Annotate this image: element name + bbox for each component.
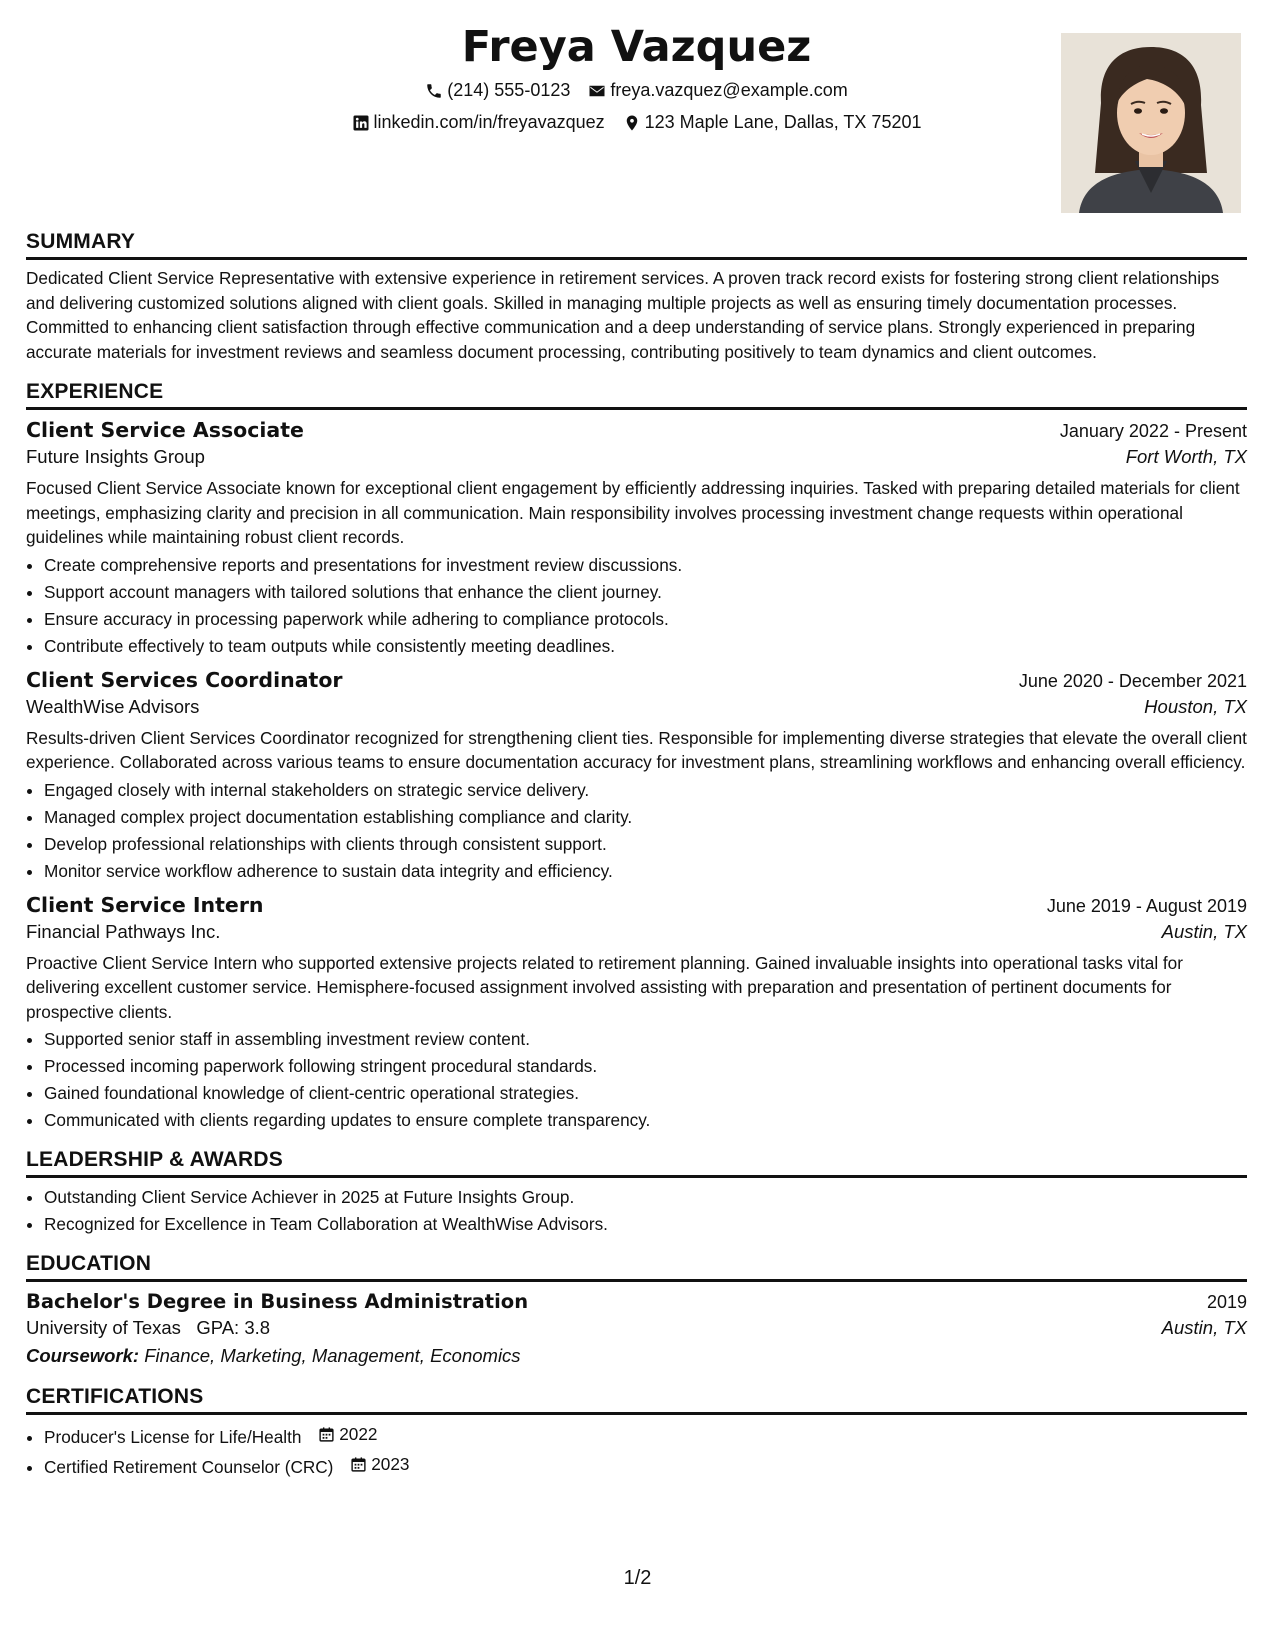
leadership-heading: LEADERSHIP & AWARDS bbox=[26, 1148, 1247, 1178]
envelope-icon bbox=[588, 82, 606, 100]
list-item: • Managed complex project documentation establishing compliance and clarity. bbox=[44, 804, 1247, 831]
job-description: Focused Client Service Associate known for exceptional client engagement by efficiently addressing inquiries. Tasked with preparing detailed materials for client meetings, emphasizing clarity and precision in all communication. Main responsibility involves processing investment change requests within operational guidelines while maintaining robust client records. bbox=[26, 478, 1240, 547]
list-item: • Engaged closely with internal stakeholders on strategic service delivery. bbox=[44, 777, 1247, 804]
job-bullets bbox=[26, 1026, 1247, 1134]
candidate-name: Freya Vazquez bbox=[461, 22, 812, 72]
job-entry bbox=[26, 893, 1247, 1135]
resume-header bbox=[26, 0, 1247, 230]
certification-date bbox=[350, 1451, 409, 1478]
job-company: WealthWise Advisors bbox=[26, 695, 200, 717]
linkedin-text: linkedin.com/in/freyavazquez bbox=[373, 112, 605, 132]
school-name: University of Texas bbox=[26, 1317, 181, 1338]
list-item: • Recognized for Excellence in Team Collaboration at WealthWise Advisors. bbox=[44, 1211, 1247, 1238]
education-heading: EDUCATION bbox=[26, 1252, 1247, 1282]
list-item bbox=[44, 1451, 1247, 1481]
job-dates: January 2022 - Present bbox=[1059, 421, 1247, 441]
award-list bbox=[26, 1184, 1247, 1238]
job-location: Fort Worth, TX bbox=[1125, 446, 1247, 467]
email-contact[interactable] bbox=[588, 80, 847, 101]
experience-heading: EXPERIENCE bbox=[26, 380, 1247, 410]
list-item: • Monitor service workflow adherence to sustain data integrity and efficiency. bbox=[44, 858, 1247, 885]
gpa: GPA: 3.8 bbox=[196, 1317, 271, 1338]
job-bullets bbox=[26, 552, 1247, 660]
portrait-image bbox=[1061, 33, 1241, 213]
list-item: • Supported senior staff in assembling investment review content. bbox=[44, 1026, 1247, 1053]
job-entry bbox=[26, 668, 1247, 885]
calendar-icon bbox=[318, 1426, 335, 1443]
certification-date bbox=[318, 1421, 377, 1448]
list-item: • Develop professional relationships with clients through consistent support. bbox=[44, 831, 1247, 858]
list-item: • Outstanding Client Service Achiever in 2025 at Future Insights Group. bbox=[44, 1184, 1247, 1211]
job-dates: June 2019 - August 2019 bbox=[1046, 895, 1247, 916]
email-text: freya.vazquez@example.com bbox=[610, 80, 848, 100]
profile-photo bbox=[1061, 33, 1241, 213]
summary-section bbox=[26, 230, 1247, 364]
summary-text: Dedicated Client Service Representative with extensive experience in retirement services. A proven track record exists for fostering strong client relationships and delivering customized solutions aligned with client goals. Skilled in managing multiple projects as well as ensuring timely documentation processes. Committed to enhancing client satisfaction through effective communication and a deep understanding of service plans. Strongly experienced in preparing accurate materials for investment reviews and seamless document processing, contributing positively to team dynamics and client outcomes. bbox=[26, 268, 1220, 362]
list-item: • Communicated with clients regarding updates to ensure complete transparency. bbox=[44, 1107, 1247, 1134]
list-item: • Ensure accuracy in processing paperwork while adhering to compliance protocols. bbox=[44, 606, 1247, 633]
degree-title: Bachelor's Degree in Business Administration bbox=[26, 1290, 529, 1313]
linkedin-contact[interactable] bbox=[352, 112, 605, 133]
leadership-section bbox=[26, 1148, 1247, 1238]
certifications-heading: CERTIFICATIONS bbox=[26, 1385, 1247, 1415]
education-entry bbox=[26, 1290, 1247, 1367]
job-title: Client Service Associate bbox=[26, 418, 304, 442]
linkedin-icon bbox=[352, 114, 370, 132]
phone-icon bbox=[425, 82, 443, 100]
page-number: 1/2 bbox=[623, 1567, 652, 1589]
calendar-icon bbox=[350, 1456, 367, 1473]
job-dates: June 2020 - December 2021 bbox=[1018, 670, 1247, 691]
experience-section bbox=[26, 380, 1247, 1134]
list-item: • Contribute effectively to team outputs while consistently meeting deadlines. bbox=[44, 633, 1247, 660]
job-entry bbox=[26, 418, 1247, 660]
phone-text: (214) 555-0123 bbox=[447, 80, 571, 100]
certification-name: Producer's License for Life/Health bbox=[44, 1427, 302, 1447]
education-section bbox=[26, 1252, 1247, 1367]
list-item: • Processed incoming paperwork following stringent procedural standards. bbox=[44, 1053, 1247, 1080]
job-bullets bbox=[26, 777, 1247, 885]
school-location: Austin, TX bbox=[1161, 1317, 1247, 1338]
certification-list bbox=[26, 1421, 1247, 1481]
coursework-line bbox=[26, 1345, 1247, 1367]
list-item: • Gained foundational knowledge of client-centric operational strategies. bbox=[44, 1080, 1247, 1107]
certification-year: 2022 bbox=[339, 1424, 378, 1444]
job-description: Proactive Client Service Intern who supported extensive projects related to retirement planning. Gained invaluable insights into operational tasks vital for delivering excellent customer service. Hemisphere-focused assignment involved assisting with preparation and presentation of pertinent documents for prospective clients. bbox=[26, 952, 1183, 1022]
list-item bbox=[44, 1421, 1247, 1451]
map-pin-icon bbox=[623, 114, 641, 132]
job-company: Future Insights Group bbox=[26, 446, 205, 467]
certifications-section bbox=[26, 1385, 1247, 1481]
school-line bbox=[26, 1317, 270, 1339]
address-text: 123 Maple Lane, Dallas, TX 75201 bbox=[644, 112, 922, 132]
coursework-list: Finance, Marketing, Management, Economics bbox=[144, 1345, 521, 1366]
job-company: Financial Pathways Inc. bbox=[26, 920, 221, 942]
summary-heading: SUMMARY bbox=[26, 230, 1247, 260]
certification-name: Certified Retirement Counselor (CRC) bbox=[44, 1457, 334, 1477]
list-item: • Create comprehensive reports and presentations for investment review discussions. bbox=[44, 552, 1247, 579]
resume-page bbox=[26, 0, 1247, 1481]
job-description: Results-driven Client Services Coordinator recognized for strengthening client ties. Responsible for implementing diverse strategies that elevate the overall client experience. Collaborated across various teams to ensure documentation accuracy for investment plans, streamlining workflows and enhancing overall efficiency. bbox=[26, 727, 1247, 772]
job-title: Client Service Intern bbox=[26, 892, 264, 917]
job-location: Houston, TX bbox=[1144, 695, 1247, 717]
address-contact bbox=[623, 112, 922, 133]
graduation-year: 2019 bbox=[1206, 1292, 1247, 1312]
certification-year: 2023 bbox=[371, 1454, 410, 1474]
job-location: Austin, TX bbox=[1161, 920, 1247, 942]
coursework-label: Coursework: bbox=[26, 1345, 140, 1366]
list-item: • Support account managers with tailored solutions that enhance the client journey. bbox=[44, 579, 1247, 606]
job-title: Client Services Coordinator bbox=[26, 667, 343, 692]
phone-contact bbox=[425, 80, 570, 101]
